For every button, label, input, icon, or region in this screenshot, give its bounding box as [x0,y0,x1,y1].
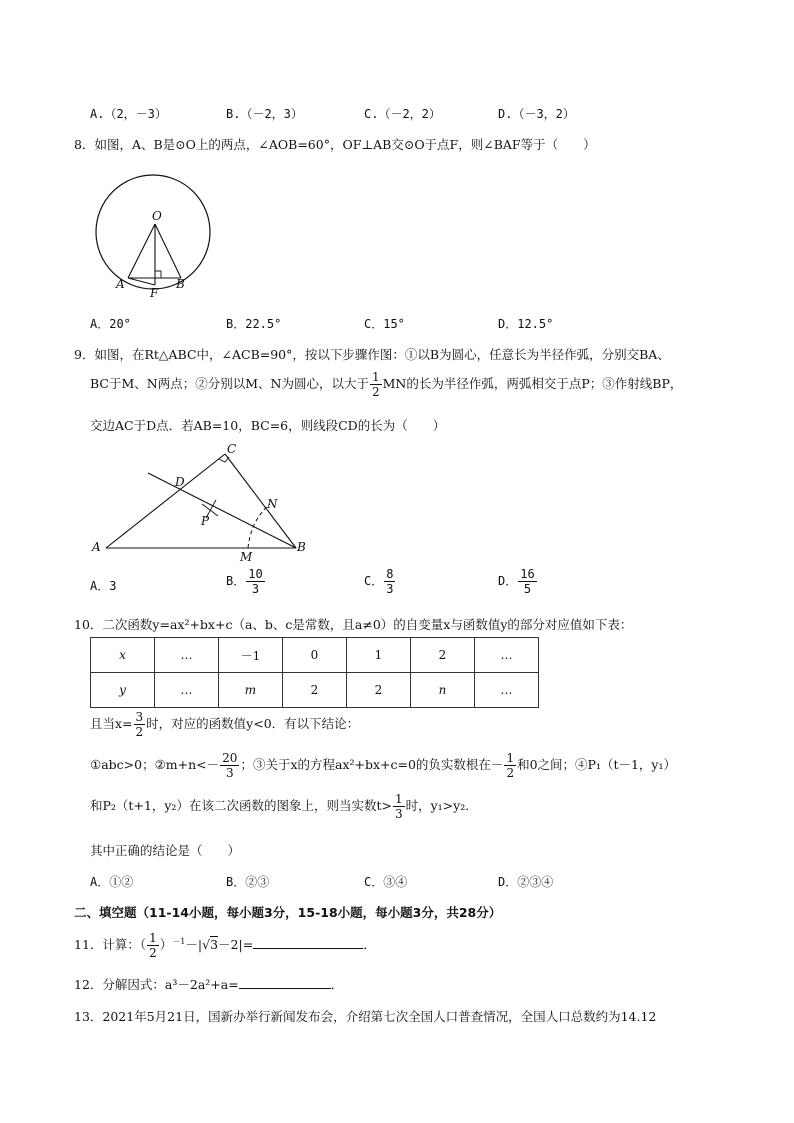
q8-label-b: B [176,277,185,291]
q11-exponent: －1 [172,936,186,946]
q10-cell: … [475,673,539,708]
q9-option-b[interactable]: B． $\frac{10}{3}$ [226,567,263,596]
q9-option-c-fraction: $\frac{8}{3}$ [386,567,394,596]
q9-triangle-figure [88,438,318,568]
section-2-title: 二、填空题（11-14小题，每小题3分，15-18小题，每小题3分，共28分） [74,905,502,920]
q9-line2-b: MN的长为半径作弧，两弧相交于点P；③作射线BP， [382,376,683,391]
q8-segment-ob [155,224,181,278]
q12-line: 12．分解因式：a³－2a²+a= ． [74,977,344,992]
q9-option-a[interactable]: A．3 [90,579,117,593]
q10-fraction-twenty-thirds: $\frac{20}{3}$ [222,751,238,780]
q8-segment-af [128,278,155,285]
q9-label-p: P [201,514,210,528]
q10-ask: 其中正确的结论是（ ） [90,843,241,858]
q9-side-bc [225,454,296,548]
q8-label-f: F [150,286,159,300]
q9-option-c[interactable]: C． $\frac{8}{3}$ [364,567,394,596]
q8-segment-oa [128,224,155,278]
q8-option-a[interactable]: A．20° [90,317,131,331]
q8-option-d[interactable]: D．12.5° [498,317,554,331]
q9-stem-line-3: 交边AC于D点．若AB=10，BC=6，则线段CD的长为（ ） [90,418,446,433]
q9-option-d[interactable]: D． $\frac{16}{5}$ [498,567,535,596]
q10-cell: … [155,638,219,673]
q10-option-b[interactable]: B．②③ [226,875,270,889]
q9-label-c: C [227,442,237,456]
q9-stem-line-2 [90,371,682,398]
q10-cell: … [475,638,539,673]
q8-option-c[interactable]: C．15° [364,317,405,331]
q9-label-a: A [92,540,101,554]
q10-table-row-x [91,638,539,673]
q8-circle-figure [88,160,218,300]
q10-fraction-three-halves: $\frac{3}{2}$ [135,710,144,739]
q12-answer-blank[interactable] [239,988,331,989]
q10-cell: 1 [347,638,411,673]
q9-line2-a: BC于M、N两点；②分别以M、N为圆心，以大于 [90,376,369,391]
q8-right-angle-mark [155,271,161,278]
q10-cell: n [411,673,475,708]
q13-stem: 13．2021年5月21日，国新办举行新闻发布会，介绍第七次全国人口普查情况，全国人口总数约为14.12 [74,1009,657,1024]
q10-stem: 10．二次函数y=ax²+bx+c（a、b、c是常数，且a≠0）的自变量x与函数值y的部分对应值如下表： [74,617,633,632]
q9-fraction-half: $\frac{1}{2}$ [371,370,380,399]
q8-stem: 8．如图，A、B是⊙O上的两点，∠AOB=60°，OF⊥AB交⊙O于点F，则∠BAF等于（ ） [74,137,596,152]
q10-option-a[interactable]: A．①② [90,875,134,889]
q10-option-d[interactable]: D．②③④ [498,875,554,889]
q8-circle [96,175,210,289]
q9-label-m: M [240,550,253,564]
q10-conclusions-line-2: 和P₂（t+1，y₂）在该二次函数的图象上，则当实数t> $\frac{1}{3}$ 时，y₁>y₂． [90,792,478,821]
q10-condition: 且当x= $\frac{3}{2}$ 时，对应的函数值y<0．有以下结论： [90,710,360,739]
q10-table-row-y [91,673,539,708]
q7-option-c[interactable]: C.（－2，2） [364,107,441,121]
q10-fraction-half: $\frac{1}{2}$ [506,751,515,780]
q7-option-a[interactable]: A.（2，－3） [90,107,167,121]
q9-label-d: D [175,475,185,489]
q8-label-a: A [116,277,125,291]
q7-option-d[interactable]: D.（－3，2） [498,107,575,121]
q10-cell: m [219,673,283,708]
q9-stem-line-1: 9．如图，在Rt△ABC中，∠ACB=90°，按以下步骤作图：①以B为圆心，任意长为半径作弧，分别交BA、 [74,347,670,362]
q10-cell: 0 [283,638,347,673]
q10-cell: … [155,673,219,708]
q10-cell: 2 [347,673,411,708]
q9-label-n: N [267,497,278,511]
q11-sqrt: √3 [202,937,219,952]
q8-option-b[interactable]: B．22.5° [226,317,282,331]
q8-label-o: O [152,209,162,223]
q10-fraction-third: $\frac{1}{3}$ [394,792,403,821]
q9-label-b: B [297,540,306,554]
q11-line: 11．计算：（ $\frac{1}{2}$ ）$^{-1}$－|√3－2|= ． [74,931,376,960]
q10-value-table [90,637,539,708]
q10-option-c[interactable]: C．③④ [364,875,408,889]
q10-cell: x [91,638,155,673]
q9-side-ac [106,454,225,548]
q9-option-d-fraction: $\frac{16}{5}$ [520,567,535,596]
q10-cell: 2 [411,638,475,673]
q9-option-b-fraction: $\frac{10}{3}$ [248,567,263,596]
q7-option-b[interactable]: B.（－2，3） [226,107,303,121]
q11-answer-blank[interactable] [253,948,363,949]
q10-cell: 2 [283,673,347,708]
q10-cell: －1 [219,638,283,673]
q11-fraction-half: $\frac{1}{2}$ [149,931,157,960]
q10-conclusions-line-1: ①abc>0；②m+n<－ $\frac{20}{3}$ ；③关于x的方程ax²+bx+c=0的负实数根在－ $\frac{1}{2}$ 和0之间；④P₁（t－1，y₁） [90,751,677,780]
q10-cell: y [91,673,155,708]
